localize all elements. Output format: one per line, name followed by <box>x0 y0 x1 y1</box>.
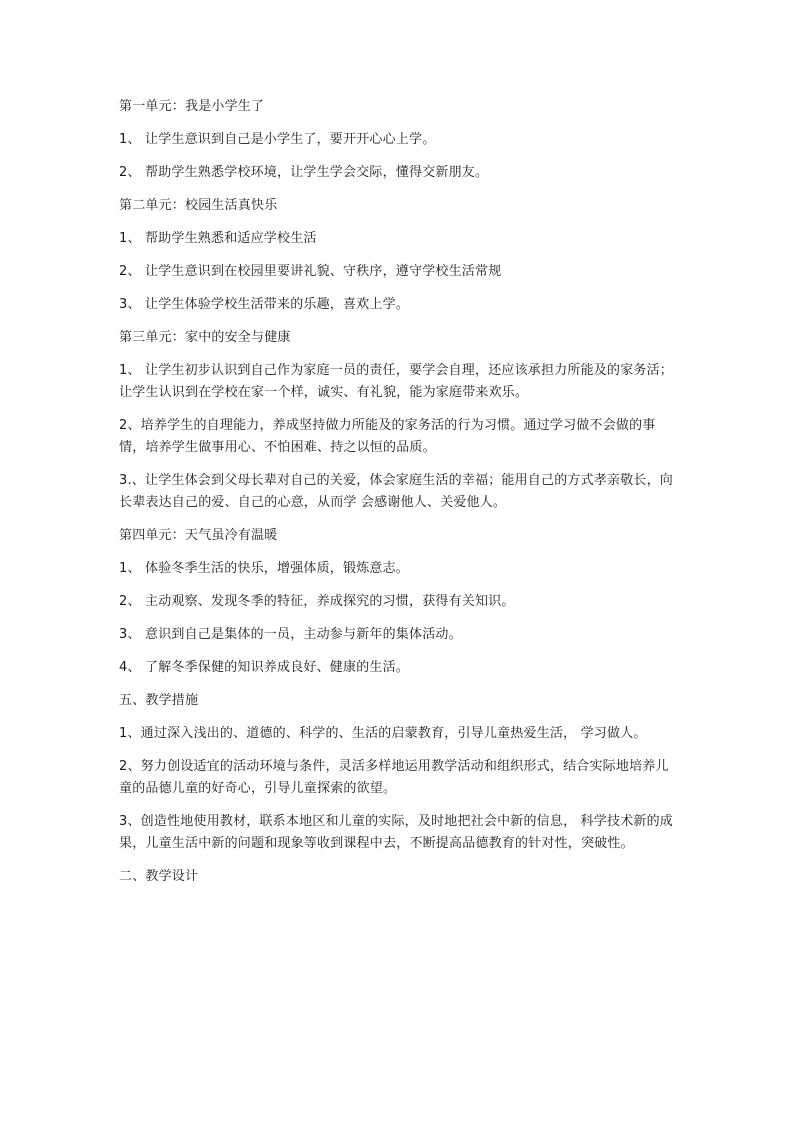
unit2-item-1: 1、 帮助学生熟悉和适应学校生活 <box>119 231 317 246</box>
unit3-title: 第三单元：家中的安全与健康 <box>119 330 291 345</box>
unit3-item-2: 2、培养学生的自理能力，养成坚持做力所能及的家务活的行为习惯。通过学习做不会做的事情，培养学生做事用心、不怕困难、持之以恒的品质。 <box>119 418 656 455</box>
unit2-title: 第二单元：校园生活真快乐 <box>119 198 278 213</box>
unit1-item-1: 1、 让学生意识到自己是小学生了，要开开心心上学。 <box>119 132 436 147</box>
unit1-item-2: 2、 帮助学生熟悉学校环境，让学生学会交际，懂得交新朋友。 <box>119 165 489 180</box>
measures-item-3: 3、创造性地使用教材，联系本地区和儿童的实际，及时地把社会中新的信息， 科学技术新的成果，儿童生活中新的问题和现象等收到课程中去，不断提高品德教育的针对性，突破性。 <box>119 814 674 851</box>
measures-title: 五、教学措施 <box>119 693 199 708</box>
unit4-item-1: 1、 体验冬季生活的快乐，增强体质，锻炼意志。 <box>119 561 410 576</box>
measures-item-2: 2、努力创设适宜的活动环境与条件，灵活多样地运用教学活动和组织形式，结合实际地培养儿童的品德儿童的好奇心，引导儿童探索的欲望。 <box>119 759 669 796</box>
unit4-item-2: 2、 主动观察、发现冬季的特征，养成探究的习惯，获得有关知识。 <box>119 594 515 609</box>
unit3-item-3: 3.、让学生体会到父母长辈对自己的关爱，体会家庭生活的幸福；能用自己的方式孝亲敬长，向长辈表达自己的爱、自己的心意，从而学 会感谢他人、关爱他人。 <box>119 473 674 510</box>
unit4-item-4: 4、 了解冬季保健的知识养成良好、健康的生活。 <box>119 660 410 675</box>
unit4-item-3: 3、 意识到自己是集体的一员，主动参与新年的集体活动。 <box>119 627 462 642</box>
document-body <box>119 96 677 899</box>
unit4-title: 第四单元：天气虽冷有温暖 <box>119 528 278 543</box>
unit1-title: 第一单元：我是小学生了 <box>119 99 265 114</box>
measures-item-1: 1、通过深入浅出的、道德的、科学的、生活的启蒙教育，引导儿童热爱生活， 学习做人。 <box>119 726 647 741</box>
unit2-item-2: 2、 让学生意识到在校园里要讲礼貌、守秩序，遵守学校生活常规 <box>119 264 502 279</box>
unit3-item-1: 1、 让学生初步认识到自己作为家庭一员的责任，要学会自理，还应该承担力所能及的家务活；让学生认识到在学校在家一个样，诚实、有礼貌，能为家庭带来欢乐。 <box>119 363 674 400</box>
design-title: 二、教学设计 <box>119 869 199 884</box>
unit2-item-3: 3、 让学生体验学校生活带来的乐趣，喜欢上学。 <box>119 297 410 312</box>
